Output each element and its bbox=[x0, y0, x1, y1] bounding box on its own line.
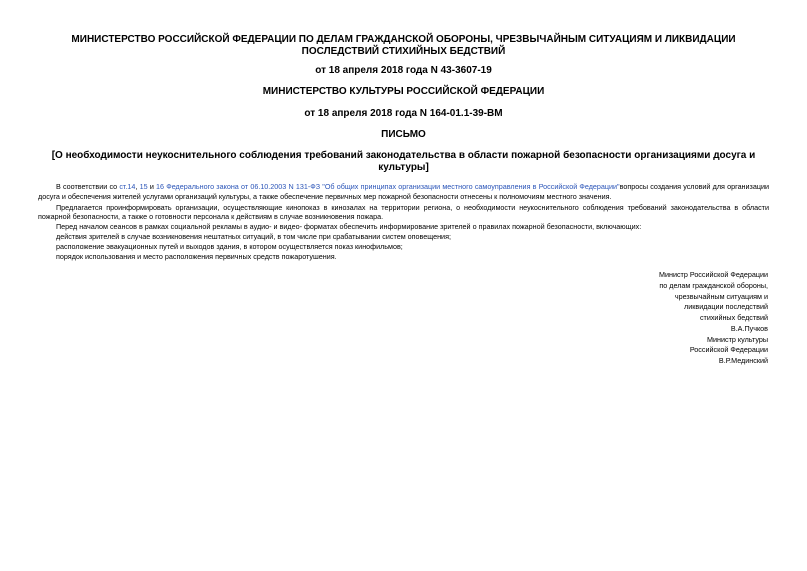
document-subject: [О необходимости неукоснительного соблюдения требований законодательства в области пожарной безопасности организациями досуга и культуры] bbox=[51, 150, 756, 173]
list-item-evacuation: расположение эвакуационных путей и выходов здания, в котором осуществляется показ кинофильмов; bbox=[56, 241, 403, 251]
paragraph-proposal: Предлагается проинформировать организации, осуществляющие кинопоказ в кинозалах на территории региона, о необходимости неукоснительного соблюдения требований законодательства в области пожарной безопасности, а также о готовности персонала к действиям в случае возникновения пожара. bbox=[38, 202, 769, 222]
list-item-extinguishers: порядок использования и место расположения первичных средств пожаротушения. bbox=[56, 251, 337, 261]
issuer-1-date-number: от 18 апреля 2018 года N 43-3607-19 bbox=[315, 65, 492, 76]
signer-2-title-line: Российской Федерации bbox=[689, 345, 768, 355]
paragraph-instruction: Перед началом сеансов в рамках социальной рекламы в аудио- и видео- форматах обеспечить информирование зрителей о правилах пожарной безопасности, включающих: bbox=[56, 222, 642, 232]
issuer-ministry-emergencies: МИНИСТЕРСТВО РОССИЙСКОЙ ФЕДЕРАЦИИ ПО ДЕЛАМ ГРАЖДАНСКОЙ ОБОРОНЫ, ЧРЕЗВЫЧАЙНЫМ СИТУАЦИЯМ И ЛИКВИДАЦИИ ПОСЛЕДСТВИЙ СТИХИЙНЫХ БЕДСТВИЙ bbox=[71, 34, 736, 57]
document-body bbox=[38, 182, 769, 261]
signer-1-name: В.А.Пучков bbox=[730, 323, 768, 333]
law-article-14-link[interactable]: ст.14 bbox=[119, 182, 136, 191]
issuer-2-date-number: от 18 апреля 2018 года N 164-01.1-39-ВМ bbox=[304, 108, 503, 119]
signer-2-title-line: Министр культуры bbox=[707, 334, 768, 344]
paragraph-legal-basis: В соответствии со ст.14, 15 и 16 Федерального закона от 06.10.2003 N 131-ФЗ "Об общих принципах организации местного самоуправления в Российской Федерации"вопросы создания условий для организации досуга и обеспечения жителей услугами организаций культуры, а также обеспечение первичных мер пожарной безопасности отнесены к полномочиям местного значения. bbox=[38, 182, 769, 201]
document-page bbox=[38, 34, 769, 367]
law-article-15-link[interactable]: 15 bbox=[139, 182, 148, 191]
signer-1-title-line: ликвидации последствий bbox=[684, 302, 768, 312]
signer-1-title-line: по делам гражданской обороны, bbox=[659, 281, 768, 291]
signer-1-title-line: стихийных бедствий bbox=[699, 313, 768, 323]
issuer-ministry-culture: МИНИСТЕРСТВО КУЛЬТУРЫ РОССИЙСКОЙ ФЕДЕРАЦИИ bbox=[262, 86, 545, 97]
document-type: ПИСЬМО bbox=[381, 129, 426, 140]
signature-block bbox=[38, 270, 769, 366]
signer-1-title-line: чрезвычайным ситуациям и bbox=[674, 291, 768, 301]
federal-law-131-link[interactable]: 16 Федерального закона от 06.10.2003 N 131-ФЗ "Об общих принципах организации местного самоуправления в Российской Федерации" bbox=[156, 182, 620, 191]
list-item-actions: действия зрителей в случае возникновения нештатных ситуаций, в том числе при срабатывании систем оповещения; bbox=[56, 231, 451, 241]
signer-2-name: В.Р.Мединский bbox=[718, 356, 768, 365]
signer-1-title-line: Министр Российской Федерации bbox=[658, 270, 768, 280]
